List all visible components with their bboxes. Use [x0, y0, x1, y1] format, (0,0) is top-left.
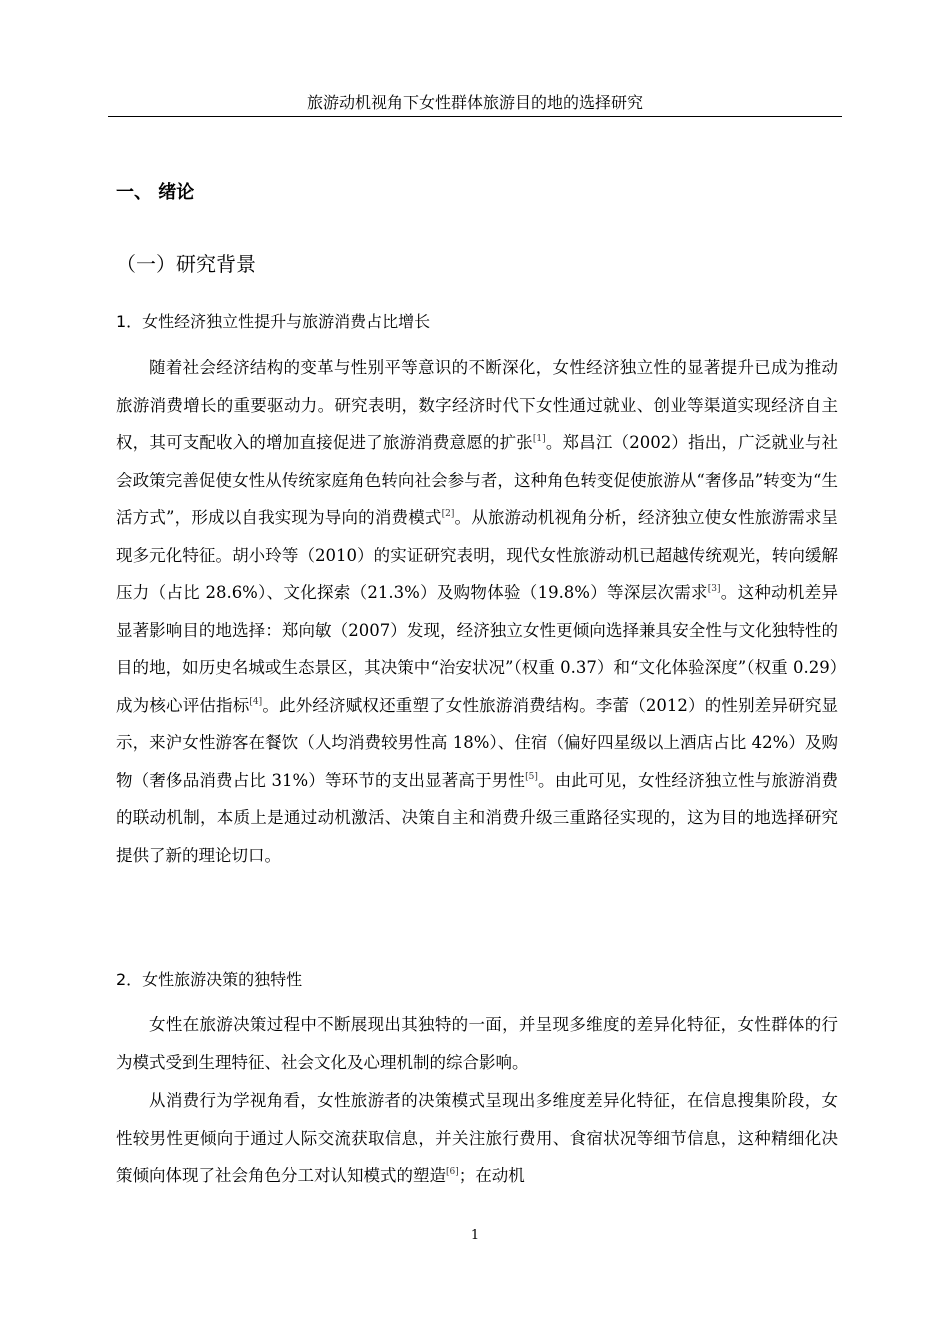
paragraph-text: 。由此可见，女性经济独立性与旅游消费的联动机制，本质上是通过动机激活、决策自主和消费升级三重路径实现的，这为目的地选择研究提供了新的理论切口。	[116, 770, 839, 865]
paragraph-text: 。从旅游动机视角分析，经济独立使女性旅游需求呈现多元化特征。胡小玲等（2010）的实证研究表明，现代女性旅游动机已超越传统观光，转向缓解压力（占比 28.6%）、文化探索（21.3%）及购物体验（19.8%）等深层次需求	[116, 508, 839, 602]
paragraph-text: 女性在旅游决策过程中不断展现出其独特的一面，并呈现多维度的差异化特征，女性群体的行为模式受到生理特征、社会文化及心理机制的综合影响。	[116, 1015, 838, 1072]
paragraph-text: 。郑昌江（2002）指出，广泛就业与社会政策完善促使女性从传统家庭角色转向社会参与者，这种角色转变促使旅游从“奢侈品”转变为“生活方式”，形成以自我实现为导向的消费模式	[116, 433, 838, 527]
citation-marker: [5]	[525, 771, 538, 782]
page-number: 1	[470, 1228, 480, 1243]
citation-marker: [3]	[707, 584, 721, 594]
paragraph-text: ；在动机	[458, 1166, 525, 1185]
citation-marker: [1]	[532, 434, 546, 444]
paragraph-text: 从消费行为学视角看，女性旅游者的决策模式呈现出多维度差异化特征，在信息搜集阶段，女性较男性更倾向于通过人际交流获取信息，并关注旅行费用、食宿状况等细节信息，这种精细化决策倾向体现了社会角色分工对认知模式的塑造	[116, 1091, 838, 1185]
body-paragraph	[116, 1082, 838, 1195]
chapter-heading: 一、 绪论	[116, 182, 195, 203]
body-paragraph	[116, 349, 838, 874]
citation-marker: [4]	[249, 696, 263, 707]
running-header: 旅游动机视角下女性群体旅游目的地的选择研究	[306, 93, 643, 112]
subsection-heading-1: 1．女性经济独立性提升与旅游消费占比增长	[116, 312, 431, 331]
paragraph-text: 。这种动机差异显著影响目的地选择：郑向敏（2007）发现，经济独立女性更倾向选择兼具安全性与文化独特性的目的地，如历史名城或生态景区，其决策中“治安状况”（权重 0.37）和“文化体验深度”（权重 0.29）成为核心评估指标	[116, 583, 839, 715]
section-heading: （一）研究背景	[116, 252, 256, 276]
paragraph-text: 随着社会经济结构的变革与性别平等意识的不断深化，女性经济独立性的显著提升已成为推动旅游消费增长的重要驱动力。研究表明，数字经济时代下女性通过就业、创业等渠道实现经济自主权，其可支配收入的增加直接促进了旅游消费意愿的扩张	[116, 358, 838, 452]
header-rule	[108, 116, 842, 117]
paragraph-text: 。此外经济赋权还重塑了女性旅游消费结构。李蕾（2012）的性别差异研究显示，来沪女性游客在餐饮（人均消费较男性高 18%）、住宿（偏好四星级以上酒店占比 42%）及购物（奢侈品消费占比 31%）等环节的支出显著高于男性	[116, 695, 838, 790]
citation-marker: [2]	[441, 509, 455, 519]
citation-marker: [6]	[446, 1167, 459, 1177]
body-paragraph	[116, 1006, 838, 1081]
subsection-heading-2: 2．女性旅游决策的独特性	[116, 970, 303, 989]
